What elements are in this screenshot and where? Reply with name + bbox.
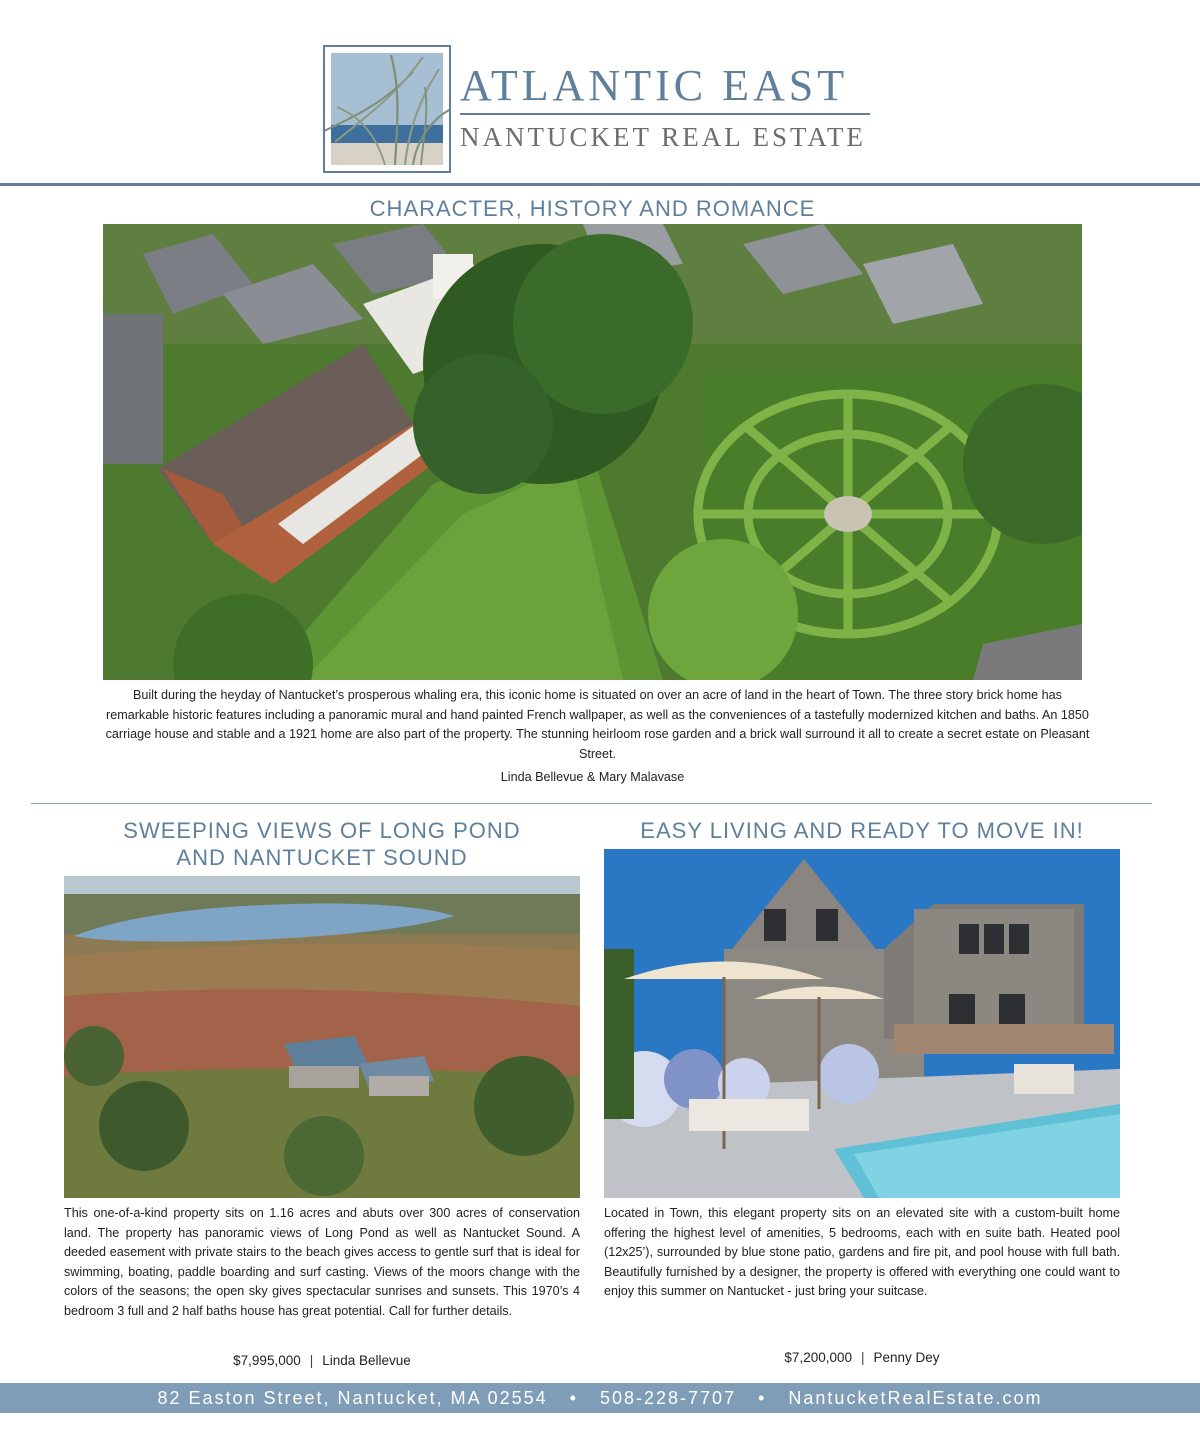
right-listing-description: Located in Town, this elegant property sits on an elevated site with a custom-built home offering the highest level of amenities, 5 bedrooms, each with en suite bath. Heated pool (12x25’), surrounded by blue stone patio, gardens and fire pit, and pool house with full bath. Beautifully furnished by a designer, the property is offered with everything one could want to enjoy this summer on Nantucket - just bring your suitcase. [604, 1206, 1120, 1298]
footer-bullet: • [758, 1387, 767, 1408]
brand-divider [460, 113, 870, 115]
aerial-estate-photo-art [103, 224, 1082, 680]
footer-address: 82 Easton Street, Nantucket, MA 02554 [157, 1387, 548, 1408]
price-separator: | [309, 1353, 314, 1368]
hero-description: Built during the heyday of Nantucket’s prosperous whaling era, this iconic home is situated on over an acre of land in the heart of Town. The three story brick home has remarkable historic features including a panoramic mural and hand painted French wallpaper, as well as the conveniences of a tastefully modernized kitchen and baths. An 1850 carriage house and stable and a 1921 home are also part of the property. The stunning heirloom rose garden and a brick wall surround it all to create a secret estate on Pleasant Street. [105, 688, 1090, 761]
aerial-moors-photo-art [64, 876, 580, 1198]
right-listing-price: $7,200,000 [784, 1350, 852, 1365]
header-divider [0, 183, 1200, 186]
left-listing-price-line [64, 1353, 580, 1368]
footer-bar [0, 1383, 1200, 1413]
left-listing-price: $7,995,000 [233, 1353, 301, 1368]
hero-heading: CHARACTER, HISTORY AND ROMANCE [369, 196, 816, 221]
hero-agents: Linda Bellevue & Mary Malavase [500, 770, 685, 784]
left-heading-line-2: AND NANTUCKET SOUND [176, 845, 468, 870]
beach-grass-logo-icon [325, 47, 449, 171]
house-pool-photo-art [604, 849, 1120, 1198]
footer-phone[interactable]: 508-228-7707 [599, 1387, 737, 1408]
price-separator: | [861, 1350, 865, 1365]
right-listing-price-line [604, 1350, 1120, 1365]
hero-listing-photo [103, 224, 1082, 680]
left-listing-heading [64, 817, 580, 871]
left-listing-agent: Linda Bellevue [322, 1353, 411, 1368]
footer-website-link[interactable]: NantucketRealEstate.com [788, 1387, 1043, 1408]
right-listing-heading: EASY LIVING AND READY TO MOVE IN! [640, 818, 1084, 843]
left-listing-description: This one-of-a-kind property sits on 1.16 acres and abuts over 300 acres of conservation land. The property has panoramic views of Long Pond as well as Nantucket Sound. A deeded easement with private stairs to the beach gives access to gentle surf that is ideal for swimming, boating, paddle boarding and surf casting. Views of the moors change with the colors of the seasons; the open sky gives spectacular sunrises and sunsets. This 1970’s 4 bedroom 3 full and 2 half baths house has great potential. Call for further details. [64, 1206, 580, 1318]
right-listing-photo [604, 849, 1120, 1198]
section-divider [31, 803, 1152, 804]
brand-name: ATLANTIC EAST [460, 61, 849, 110]
right-listing-agent: Penny Dey [873, 1350, 940, 1365]
brand-subtitle: NANTUCKET REAL ESTATE [460, 122, 866, 152]
logo [323, 45, 451, 173]
footer-bullet: • [569, 1387, 578, 1408]
left-heading-line-1: SWEEPING VIEWS OF LONG POND [123, 818, 521, 843]
left-listing-photo [64, 876, 580, 1198]
